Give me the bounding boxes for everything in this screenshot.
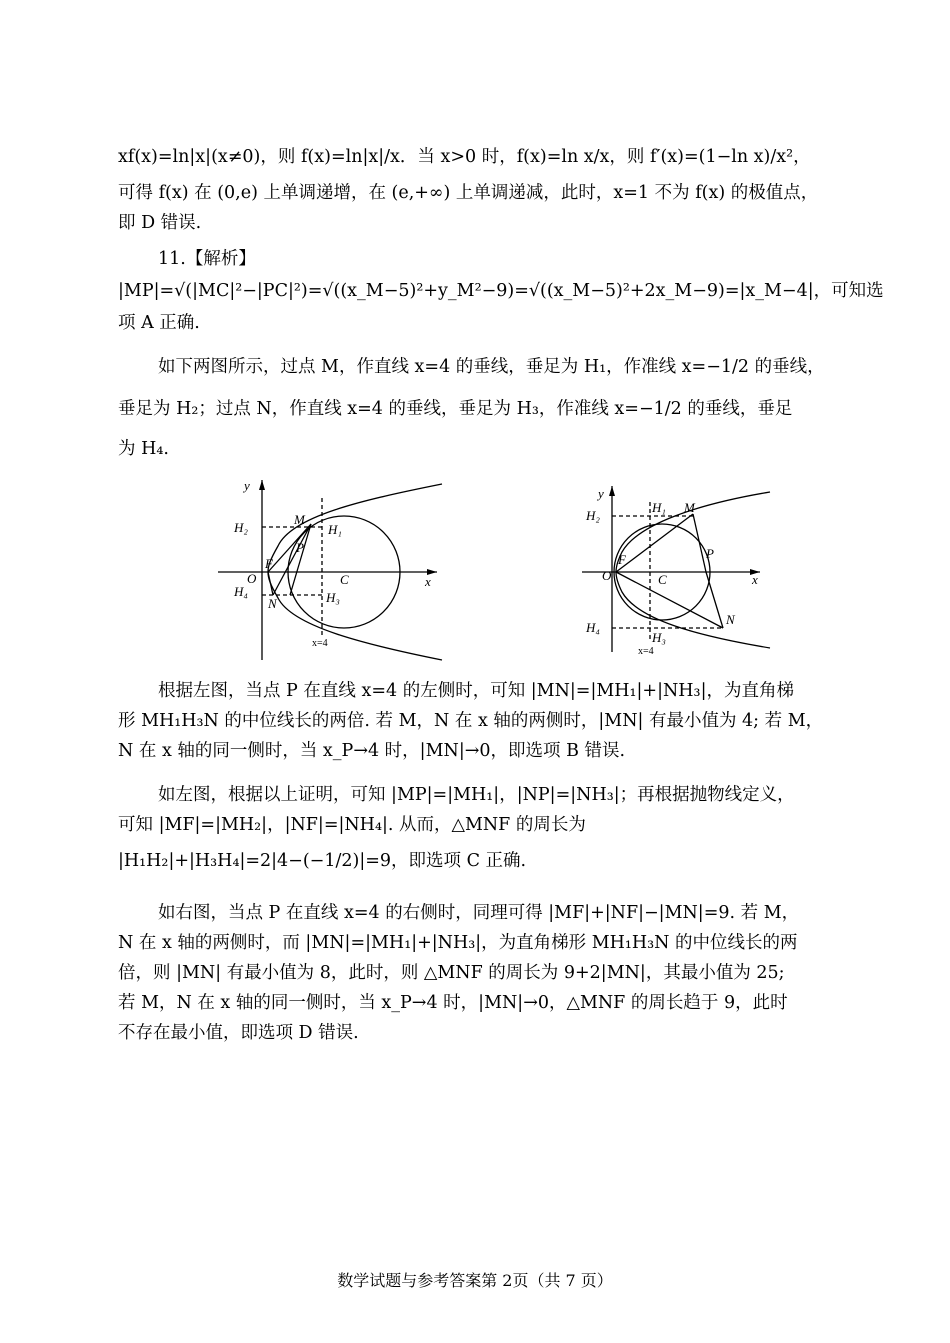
text-line-18: 倍，则 |MN| 有最小值为 8，此时，则 △MNF 的周长为 9+2|MN|，其最小值为 25; [118,963,785,983]
label-o: O [247,571,257,586]
text-line-11: 形 MH₁H₃N 的中位线长的两倍. 若 M，N 在 x 轴的两侧时，|MN| 有最小值为 4; 若 M， [118,711,824,731]
segment-mp-ext [290,524,311,595]
text-line-1: xf(x)=ln|x|(x≠0)，则 f(x)=ln|x|/x．当 x>0 时，f(x)=ln x/x，则 f′(x)=(1−ln x)/x²， [118,147,811,167]
label-x4: x=4 [312,638,328,649]
label-h3: H₃ [326,590,340,605]
text-line-3: 即 D 错误. [118,213,202,233]
label-h1: H₁ [328,522,342,537]
text-line-8: 垂足为 H₂；过点 N，作直线 x=4 的垂线，垂足为 H₃，作准线 x=−1/2 的垂线，垂足 [118,399,793,419]
text-line-9: 为 H₄. [118,439,169,459]
label-x: x [752,572,758,587]
label-h3: H₃ [652,630,666,645]
label-h4: H₄ [586,620,600,635]
label-m: M [294,512,305,527]
text-line-20: 不存在最小值，即选项 D 错误. [118,1023,359,1043]
label-h2: H₂ [234,520,248,535]
page-footer: 数学试题与参考答案第 2页（共 7 页） [337,1271,613,1290]
label-x: x [425,574,431,589]
label-p: P [296,540,304,555]
text-line-5: |MP|=√(|MC|²−|PC|²)=√((x_M−5)²+y_M²−9)=√((x_M−5)²+2x_M−9)=|x_M−4|，可知选 [118,281,884,301]
segment-mp [693,514,706,572]
text-line-16: 如右图，当点 P 在直线 x=4 的右侧时，同理可得 |MF|+|NF|−|MN|=9. 若 M， [158,903,800,923]
text-line-2: 可得 f(x) 在 (0,e) 上单调递增，在 (e,+∞) 上单调递减，此时，x=1 不为 f(x) 的极值点， [118,183,819,203]
label-y: y [244,478,250,493]
text-line-17: N 在 x 轴的两侧时，而 |MN|=|MH₁|+|NH₃|，为直角梯形 MH₁H₃N 的中位线长的两 [118,933,798,953]
segment-pn [706,572,723,628]
text-line-15: |H₁H₂|+|H₃H₄|=2|4−(−1/2)|=9，即选项 C 正确. [118,851,527,871]
text-line-19: 若 M，N 在 x 轴的同一侧时，当 x_P→4 时，|MN|→0，△MNF 的周长趋于 9，此时 [118,993,788,1013]
label-h1: H₁ [652,500,666,515]
label-c: C [658,572,667,587]
label-h4: H₄ [234,584,248,599]
label-h2: H₂ [586,508,600,523]
text-line-12: N 在 x 轴的同一侧时，当 x_P→4 时，|MN|→0，即选项 B 错误. [118,741,626,761]
label-o: O [602,568,612,583]
figure-left [212,476,452,666]
text-line-10: 根据左图，当点 P 在直线 x=4 的左侧时，可知 |MN|=|MH₁|+|NH₃|，为直角梯 [158,681,794,701]
text-line-13: 如左图，根据以上证明，可知 |MP|=|MH₁|，|NP|=|NH₃|；再根据抛物线定义， [158,785,795,805]
label-n: N [726,612,735,627]
label-n: N [268,596,277,611]
section-heading-11: 11.【解析】 [158,249,256,269]
label-p: P [706,546,714,561]
segment-fm [616,514,693,572]
label-c: C [340,572,349,587]
label-f: F [265,556,273,571]
label-m: M [684,500,695,515]
text-line-6: 项 A 正确. [118,313,200,333]
segment-fn [268,572,273,595]
figure-right [578,480,778,660]
text-line-14: 可知 |MF|=|MH₂|，|NF|=|NH₄|. 从而，△MNF 的周长为 [118,815,586,835]
label-f: F [618,552,626,567]
label-y: y [598,486,604,501]
label-x4: x=4 [638,646,654,657]
text-line-7: 如下两图所示，过点 M，作直线 x=4 的垂线，垂足为 H₁，作准线 x=−1/2 的垂线， [158,357,825,377]
